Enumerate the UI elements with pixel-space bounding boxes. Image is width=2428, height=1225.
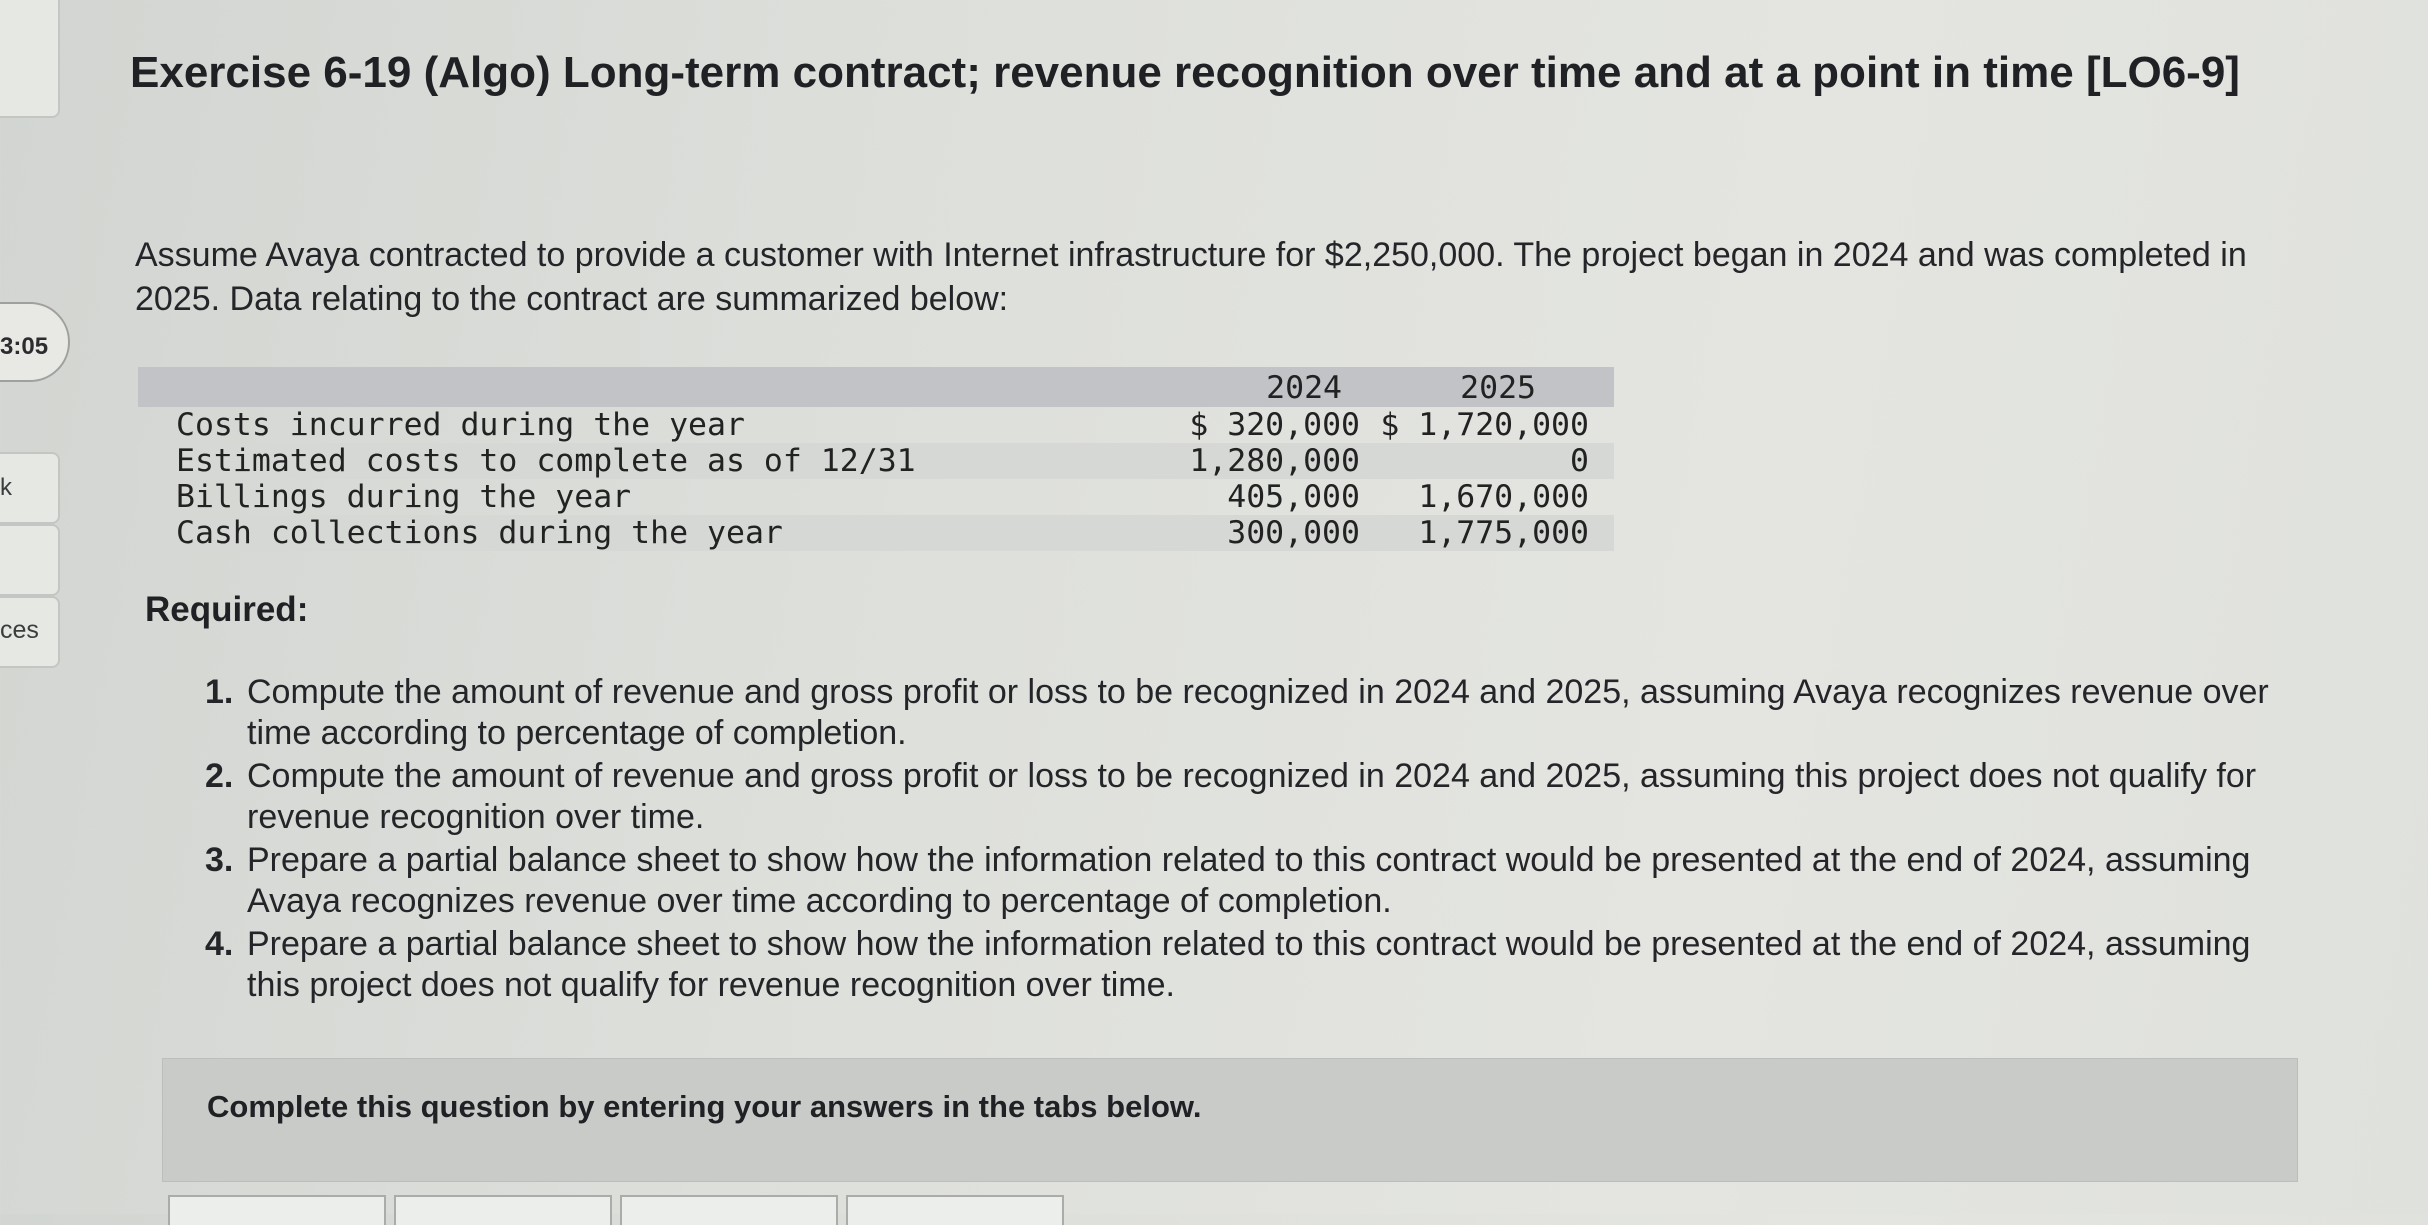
row-label: Cash collections during the year xyxy=(176,515,783,551)
required-list xyxy=(205,672,2285,1008)
list-item-number: 2. xyxy=(205,757,234,795)
table-header-row xyxy=(138,367,1614,407)
cell-2024: 405,000 xyxy=(1227,479,1360,515)
answer-tabs xyxy=(168,1195,1068,1214)
instruction-banner xyxy=(162,1058,2298,1182)
column-header-2024: 2024 xyxy=(1266,370,1342,406)
list-item-number: 4. xyxy=(205,925,234,963)
list-item xyxy=(205,756,2285,838)
cell-2025: 1,775,000 xyxy=(1418,515,1589,551)
contract-data-table xyxy=(138,367,1614,551)
table-row xyxy=(138,407,1614,443)
list-item-text: Prepare a partial balance sheet to show how the information related to this contract would be presented at the end of 2024, assuming this project does not qualify for revenue recognition over time. xyxy=(247,925,2251,1004)
table-row xyxy=(138,443,1614,479)
cell-2024: $ 320,000 xyxy=(1189,407,1360,443)
instruction-text: Complete this question by entering your answers in the tabs below. xyxy=(207,1089,1202,1124)
list-item xyxy=(205,840,2285,922)
cell-2025: 0 xyxy=(1570,443,1589,479)
sidebar-item-label: ces xyxy=(0,616,39,644)
table-row xyxy=(138,515,1614,551)
tab-required-2[interactable] xyxy=(394,1195,612,1225)
row-label: Billings during the year xyxy=(176,479,632,515)
list-item-text: Prepare a partial balance sheet to show how the information related to this contract would be presented at the end of 2024, assuming Avaya recognizes revenue over time according to percentage of completion. xyxy=(247,841,2251,920)
column-header-2025: 2025 xyxy=(1460,370,1536,406)
sidebar-panel[interactable] xyxy=(0,0,60,118)
exercise-title: Exercise 6-19 (Algo) Long-term contract; revenue recognition over time and at a point in time [LO6-9] xyxy=(130,48,2240,97)
exercise-intro: Assume Avaya contracted to provide a customer with Internet infrastructure for $2,250,000. The project began in 2024 and was completed in 2025. Data relating to the contract are summarized below: xyxy=(135,236,2247,318)
cell-2025: 1,670,000 xyxy=(1418,479,1589,515)
left-sidebar xyxy=(0,0,70,1214)
list-item-text: Compute the amount of revenue and gross profit or loss to be recognized in 2024 and 2025, assuming this project does not qualify for revenue recognition over time. xyxy=(247,757,2257,836)
list-item-number: 3. xyxy=(205,841,234,879)
row-label: Estimated costs to complete as of 12/31 xyxy=(176,443,916,479)
cell-2024: 1,280,000 xyxy=(1189,443,1360,479)
tab-required-1[interactable] xyxy=(168,1195,386,1225)
list-item-number: 1. xyxy=(205,673,234,711)
timer-readout: 3:05 xyxy=(0,333,49,360)
list-item-text: Compute the amount of revenue and gross profit or loss to be recognized in 2024 and 2025, assuming Avaya recognizes revenue over time according to percentage of completion. xyxy=(247,673,2269,752)
sidebar-item[interactable] xyxy=(0,524,60,596)
list-item xyxy=(205,672,2285,754)
required-heading: Required: xyxy=(145,590,309,629)
cell-2024: 300,000 xyxy=(1227,515,1360,551)
sidebar-item-label: k xyxy=(0,474,12,501)
list-item xyxy=(205,924,2285,1006)
row-label: Costs incurred during the year xyxy=(176,407,745,443)
tab-required-3[interactable] xyxy=(620,1195,838,1225)
table-row xyxy=(138,479,1614,515)
cell-2025: $ 1,720,000 xyxy=(1380,407,1589,443)
tab-required-4[interactable] xyxy=(846,1195,1064,1225)
